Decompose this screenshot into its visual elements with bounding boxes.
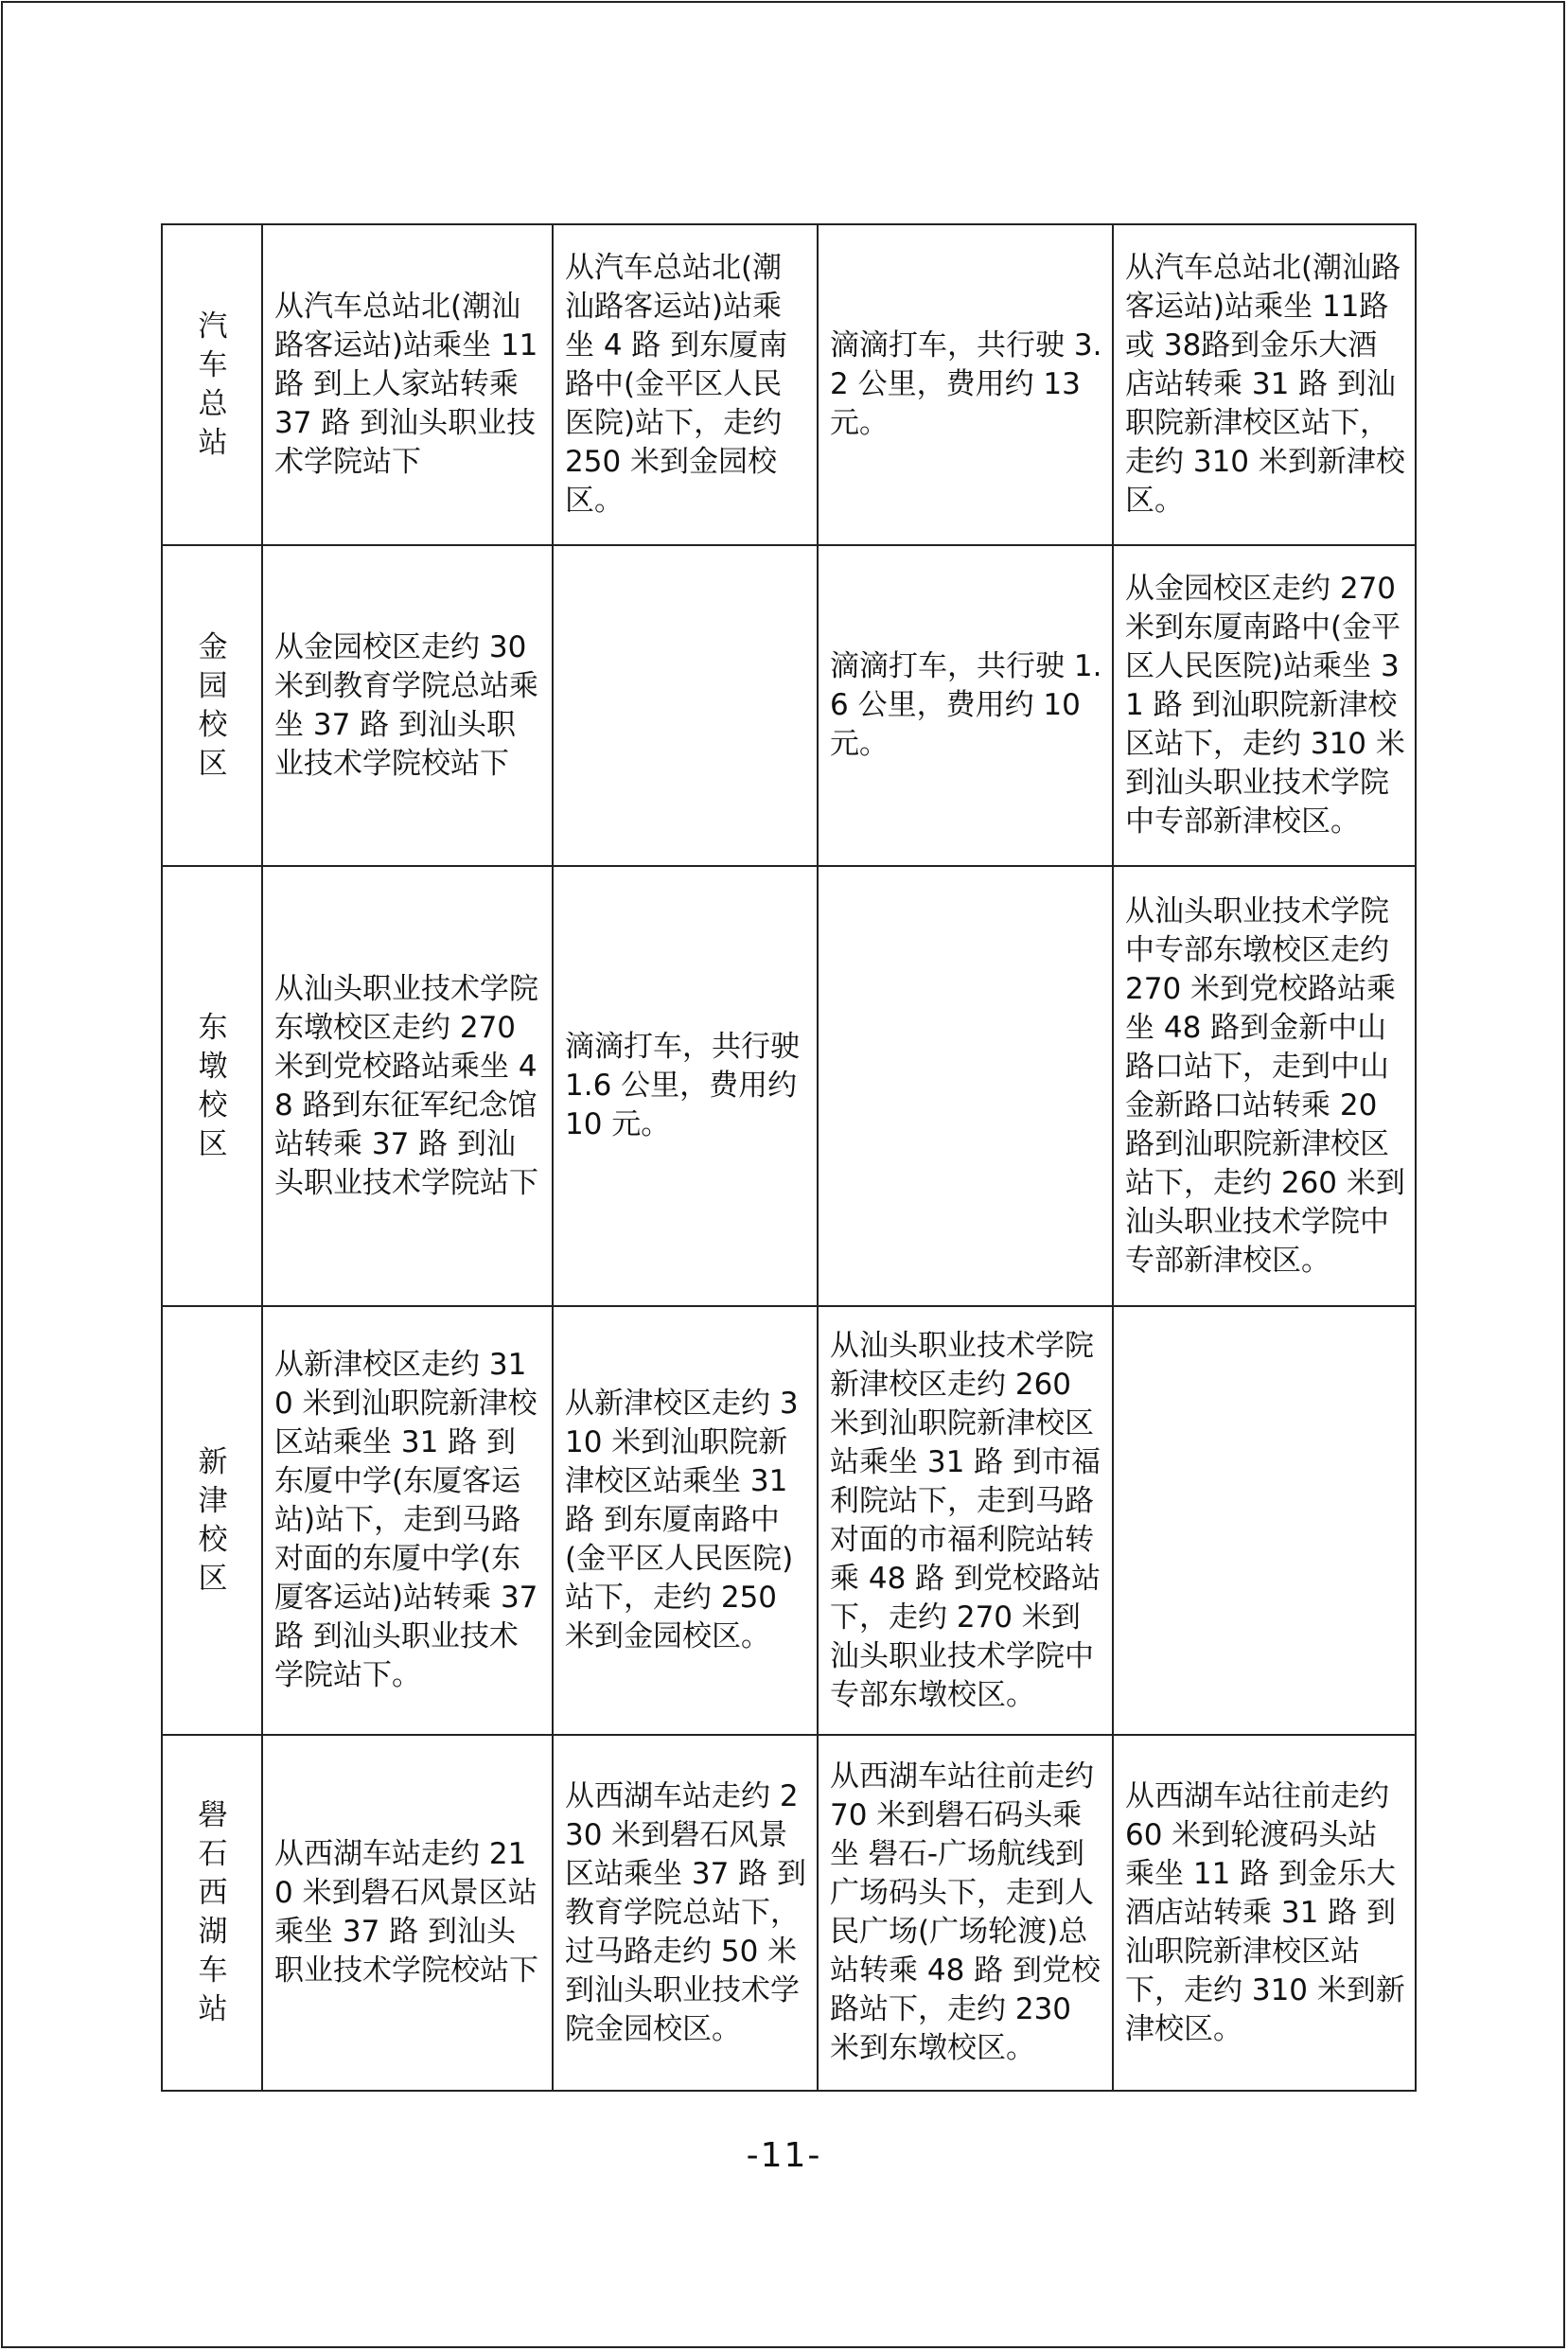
route-cell: 从汕头职业技术学院新津校区走约 260 米到汕职院新津校区站乘坐 31 路 到市福利院站下，走到马路对面的市福利院站转乘 48 路 到党校路站下，走约 270 米到汕头职业技术学院中专部东墩校区。 <box>818 1306 1113 1735</box>
route-cell <box>818 866 1113 1306</box>
route-cell: 从西湖车站往前走约 70 米到礐石码头乘坐 礐石-广场航线到 广场码头下，走到人民广场(广场轮渡)总站转乘 48 路 到党校路站下，走约 230 米到东墩校区。 <box>818 1735 1113 2091</box>
origin-cell: 东墩校区 <box>162 866 262 1306</box>
table-row <box>162 1306 1416 1735</box>
page-number: -11- <box>746 2136 822 2175</box>
route-cell: 从汕头职业技术学院中专部东墩校区走约 270 米到党校路站乘坐 48 路到金新中山路口站下，走到中山金新路口站转乘 20 路到汕职院新津校区站下，走约 260 米到汕头职业技术学院中专部新津校区。 <box>1113 866 1416 1306</box>
table-row <box>162 545 1416 866</box>
route-cell: 滴滴打车，共行驶 1.6 公里，费用约 10 元。 <box>818 545 1113 866</box>
origin-cell: 礐石西湖车站 <box>162 1735 262 2091</box>
route-cell <box>553 545 818 866</box>
route-cell: 从金园校区走约 30 米到教育学院总站乘坐 37 路 到汕头职业技术学院校站下 <box>262 545 553 866</box>
table-row <box>162 224 1416 545</box>
route-cell: 从汕头职业技术学院东墩校区走约 270 米到党校路站乘坐 48 路到东征军纪念馆站转乘 37 路 到汕头职业技术学院站下 <box>262 866 553 1306</box>
route-table <box>161 223 1417 2092</box>
origin-cell: 新津校区 <box>162 1306 262 1735</box>
route-cell: 从西湖车站往前走约 60 米到轮渡码头站乘坐 11 路 到金乐大酒店站转乘 31 路 到汕职院新津校区站下，走约 310 米到新津校区。 <box>1113 1735 1416 2091</box>
route-cell: 从西湖车站走约 210 米到礐石风景区站乘坐 37 路 到汕头职业技术学院校站下 <box>262 1735 553 2091</box>
route-cell <box>1113 1306 1416 1735</box>
origin-cell: 金园校区 <box>162 545 262 866</box>
route-cell: 从新津校区走约 310 米到汕职院新津校区站乘坐 31 路 到东厦南路中(金平区人民医院)站下，走约 250 米到金园校区。 <box>553 1306 818 1735</box>
route-cell: 从新津校区走约 310 米到汕职院新津校区站乘坐 31 路 到东厦中学(东厦客运站)站下，走到马路对面的东厦中学(东厦客运站)站转乘 37 路 到汕头职业技术学院站下。 <box>262 1306 553 1735</box>
table-row <box>162 866 1416 1306</box>
route-cell: 从汽车总站北(潮汕路客运站)站乘坐 4 路 到东厦南路中(金平区人民医院)站下，走约 250 米到金园校区。 <box>553 224 818 545</box>
route-cell: 滴滴打车，共行驶 1.6 公里，费用约 10 元。 <box>553 866 818 1306</box>
table-row <box>162 1735 1416 2091</box>
route-cell: 从西湖车站走约 230 米到礐石风景区站乘坐 37 路 到教育学院总站下，过马路走约 50 米到汕头职业技术学院金园校区。 <box>553 1735 818 2091</box>
route-cell: 从金园校区走约 270 米到东厦南路中(金平区人民医院)站乘坐 31 路 到汕职院新津校区站下，走约 310 米到汕头职业技术学院中专部新津校区。 <box>1113 545 1416 866</box>
origin-cell: 汽车总站 <box>162 224 262 545</box>
route-cell: 从汽车总站北(潮汕路客运站)站乘坐 11 路 到上人家站转乘 37 路 到汕头职业技术学院站下 <box>262 224 553 545</box>
route-cell: 滴滴打车，共行驶 3.2 公里，费用约 13 元。 <box>818 224 1113 545</box>
route-cell: 从汽车总站北(潮汕路客运站)站乘坐 11路或 38路到金乐大酒店站转乘 31 路 到汕职院新津校区站下，走约 310 米到新津校区。 <box>1113 224 1416 545</box>
